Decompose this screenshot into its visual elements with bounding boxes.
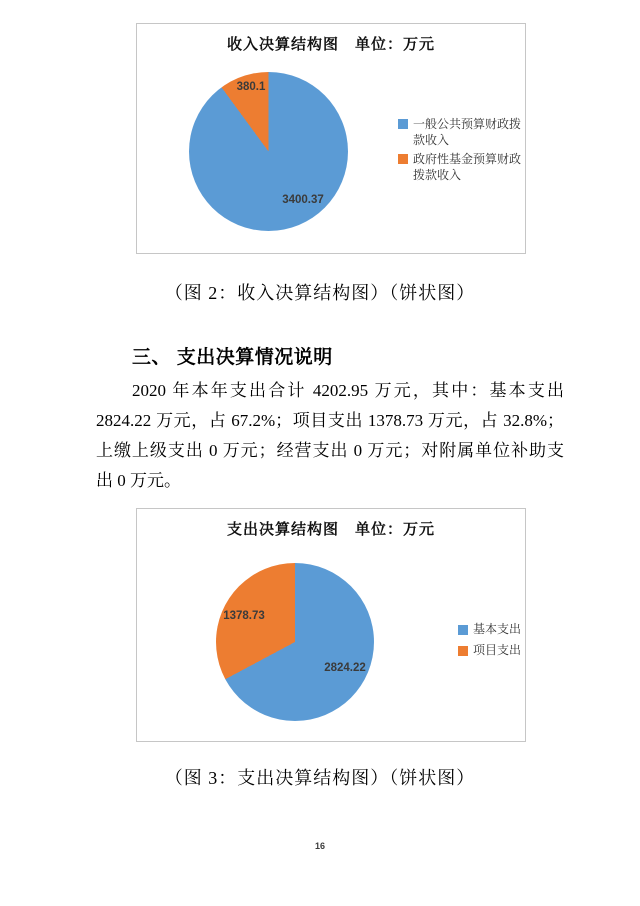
figure-2-caption: （图 2：收入决算结构图）（饼状图）: [164, 283, 476, 303]
body-paragraph: [96, 376, 564, 496]
legend-swatch-icon: [458, 646, 468, 656]
pie-label-basic-expenditure: 2824.22: [324, 662, 366, 674]
legend-label: 一般公共预算财政拨款收入: [413, 117, 522, 147]
legend-swatch-icon: [398, 154, 408, 164]
pie-label-general-public-budget: 3400.37: [282, 194, 324, 206]
expenditure-pie-chart: [216, 563, 374, 721]
legend-label: 政府性基金预算财政拨款收入: [413, 152, 522, 182]
paragraph-line: 2824.22 万元，占 67.2%；项目支出 1378.73 万元，占 32.8%；: [96, 411, 564, 430]
chart-title: 支出决算结构图 单位：万元: [226, 522, 435, 538]
legend-label: 项目支出: [473, 643, 522, 657]
legend-item: [398, 151, 530, 183]
chart-legend: [398, 116, 530, 186]
pie-label-project-expenditure: 1378.73: [223, 610, 265, 622]
income-pie-chart: [189, 72, 348, 231]
paragraph-line: 上缴上级支出 0 万元；经营支出 0 万元；对附属单位补助支: [96, 441, 564, 460]
chart-legend: [458, 622, 521, 664]
legend-item: [458, 643, 521, 658]
legend-swatch-icon: [458, 625, 468, 635]
legend-item: [398, 116, 530, 148]
page-number: 16: [314, 841, 325, 851]
legend-item: [458, 622, 521, 637]
income-structure-chart: [136, 23, 526, 254]
paragraph-line: 出 0 万元。: [96, 471, 181, 490]
figure-3-caption: （图 3：支出决算结构图）（饼状图）: [164, 768, 476, 788]
chart-title: 收入决算结构图 单位：万元: [226, 37, 435, 53]
pie-label-government-fund: 380.1: [236, 81, 266, 93]
legend-swatch-icon: [398, 119, 408, 129]
paragraph-line: 2020 年本年支出合计 4202.95 万元，其中：基本支出: [132, 381, 564, 400]
legend-label: 基本支出: [473, 622, 522, 636]
section-heading: 三、 支出决算情况说明: [132, 347, 333, 368]
expenditure-structure-chart: [136, 508, 526, 742]
